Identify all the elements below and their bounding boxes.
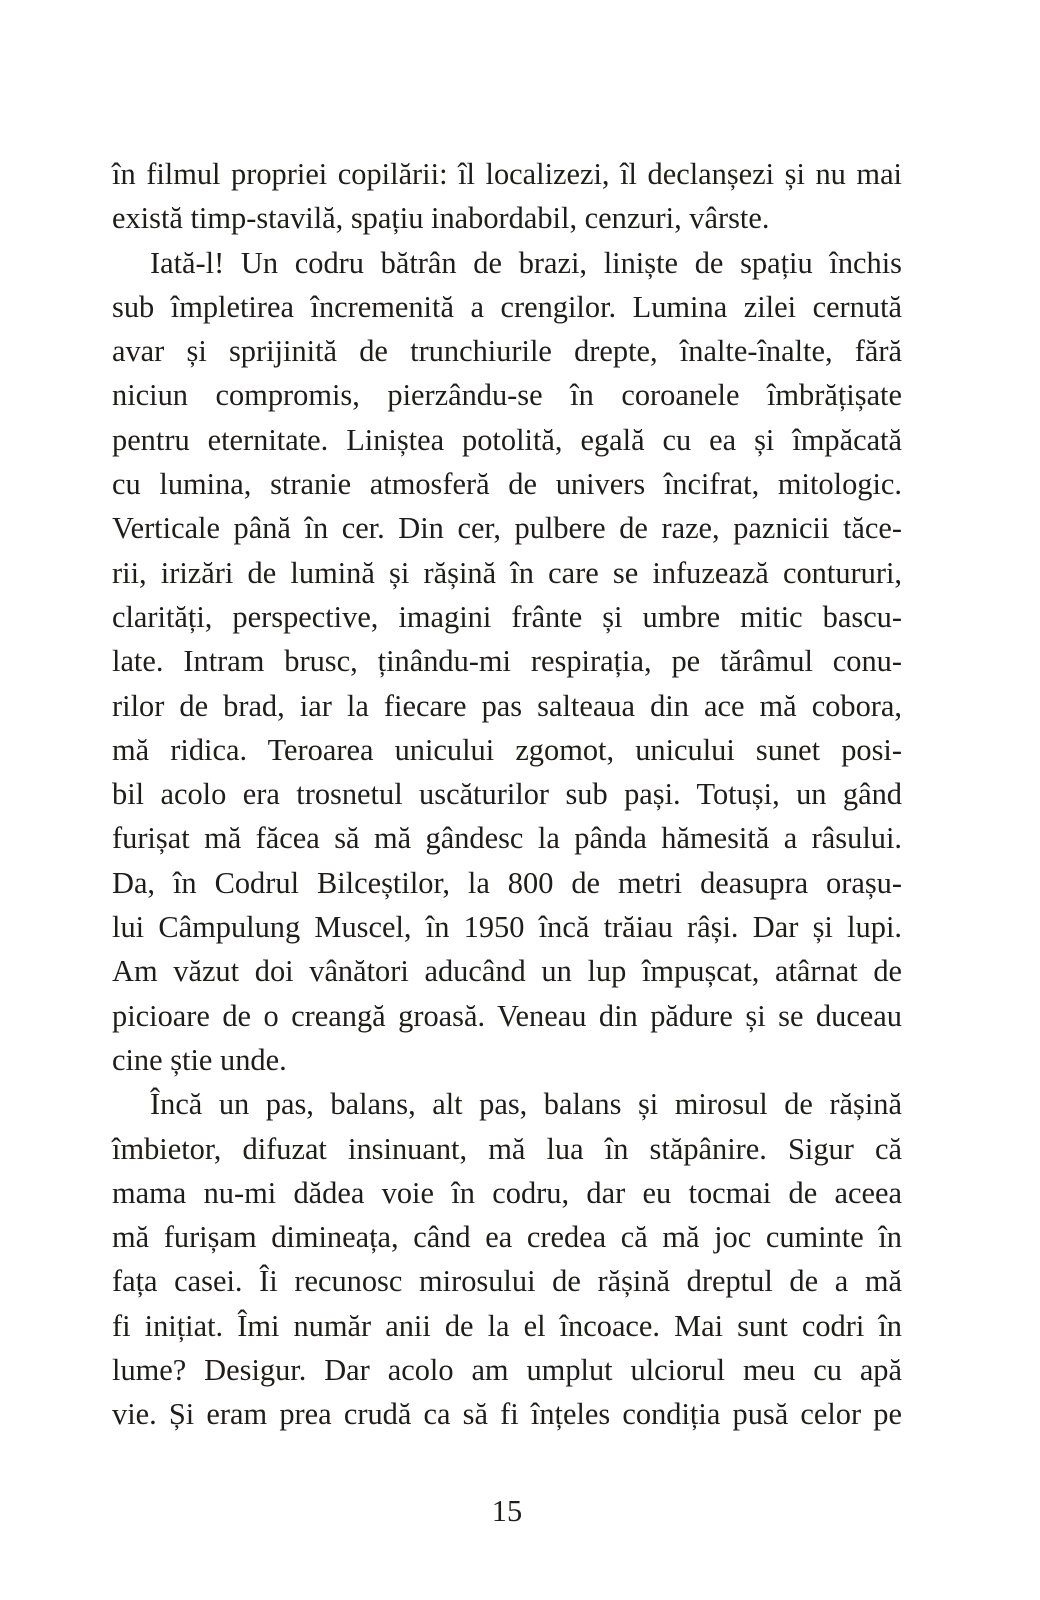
text-line: Iată-l! Un codru bătrân de brazi, liniște de spațiu închis [150, 245, 902, 280]
text-line: Am văzut doi vânători aducând un lup împușcat, atârnat de [112, 954, 902, 989]
text-line: clarități, perspective, imagini frânte și umbre mitic bascu- [112, 599, 902, 634]
text-line: lui Câmpulung Muscel, în 1950 încă trăiau râși. Dar și lupi. [112, 910, 902, 945]
text-line: vie. Și eram prea crudă ca să fi înțeles condiția pusă celor pe [112, 1397, 902, 1432]
text-line: picioare de o creangă groasă. Veneau din pădure și se duceau [112, 998, 902, 1033]
text-line: cu lumina, stranie atmosferă de univers încifrat, mitologic. [112, 467, 902, 502]
text-line: îmbietor, difuzat insinuant, mă lua în stăpânire. Sigur că [112, 1131, 902, 1166]
text-line: mă ridica. Teroarea unicului zgomot, unicului sunet posi- [112, 732, 902, 767]
text-line: în filmul propriei copilării: îl localizezi, îl declanșezi și nu mai [112, 157, 902, 191]
paragraph [112, 1082, 902, 1436]
text-line: Verticale până în cer. Din cer, pulbere de raze, paznicii tăce- [112, 511, 902, 546]
text-line: rilor de brad, iar la fiecare pas salteaua din ace mă cobora, [112, 688, 902, 723]
text-line: lume? Desigur. Dar acolo am umplut ulciorul meu cu apă [112, 1353, 902, 1388]
text-line: rii, irizări de lumină și rășină în care se infuzează contururi, [112, 555, 902, 590]
text-line: cine știe unde. [112, 1042, 287, 1077]
text-line: mama nu-mi dădea voie în codru, dar eu tocmai de aceea [112, 1175, 902, 1210]
text-line: Da, în Codrul Bilceștilor, la 800 de metri deasupra orașu- [112, 865, 902, 900]
text-line: fața casei. Îi recunosc mirosului de rășină dreptul de a mă [112, 1264, 902, 1299]
text-line: bil acolo era trosnetul uscăturilor sub pași. Totuși, un gând [112, 777, 902, 812]
page-number: 15 [491, 1494, 523, 1528]
text-line: avar și sprijinită de trunchiurile drepte, înalte-înalte, fără [112, 334, 902, 369]
page-text [112, 152, 902, 1437]
text-line: Încă un pas, balans, alt pas, balans și mirosul de rășină [150, 1087, 902, 1122]
text-line: mă furișam dimineața, când ea credea că mă joc cuminte în [112, 1220, 902, 1255]
text-line: sub împletirea încremenită a crengilor. Lumina zilei cernută [112, 289, 902, 324]
text-line: niciun compromis, pierzându-se în coroanele îmbrățișate [112, 378, 902, 413]
text-line: fi inițiat. Îmi număr anii de la el încoace. Mai sunt codri în [112, 1308, 902, 1343]
text-line: furișat mă făcea să mă gândesc la pânda hămesită a râsului. [112, 821, 902, 856]
text-line: pentru eternitate. Liniștea potolită, egală cu ea și împăcată [112, 422, 902, 457]
text-line: late. Intram brusc, ținându-mi respirația, pe tărâmul conu- [112, 644, 902, 679]
paragraph [112, 152, 902, 241]
paragraph [112, 241, 902, 1083]
text-line: există timp-stavilă, spațiu inabordabil, cenzuri, vârste. [112, 201, 770, 236]
